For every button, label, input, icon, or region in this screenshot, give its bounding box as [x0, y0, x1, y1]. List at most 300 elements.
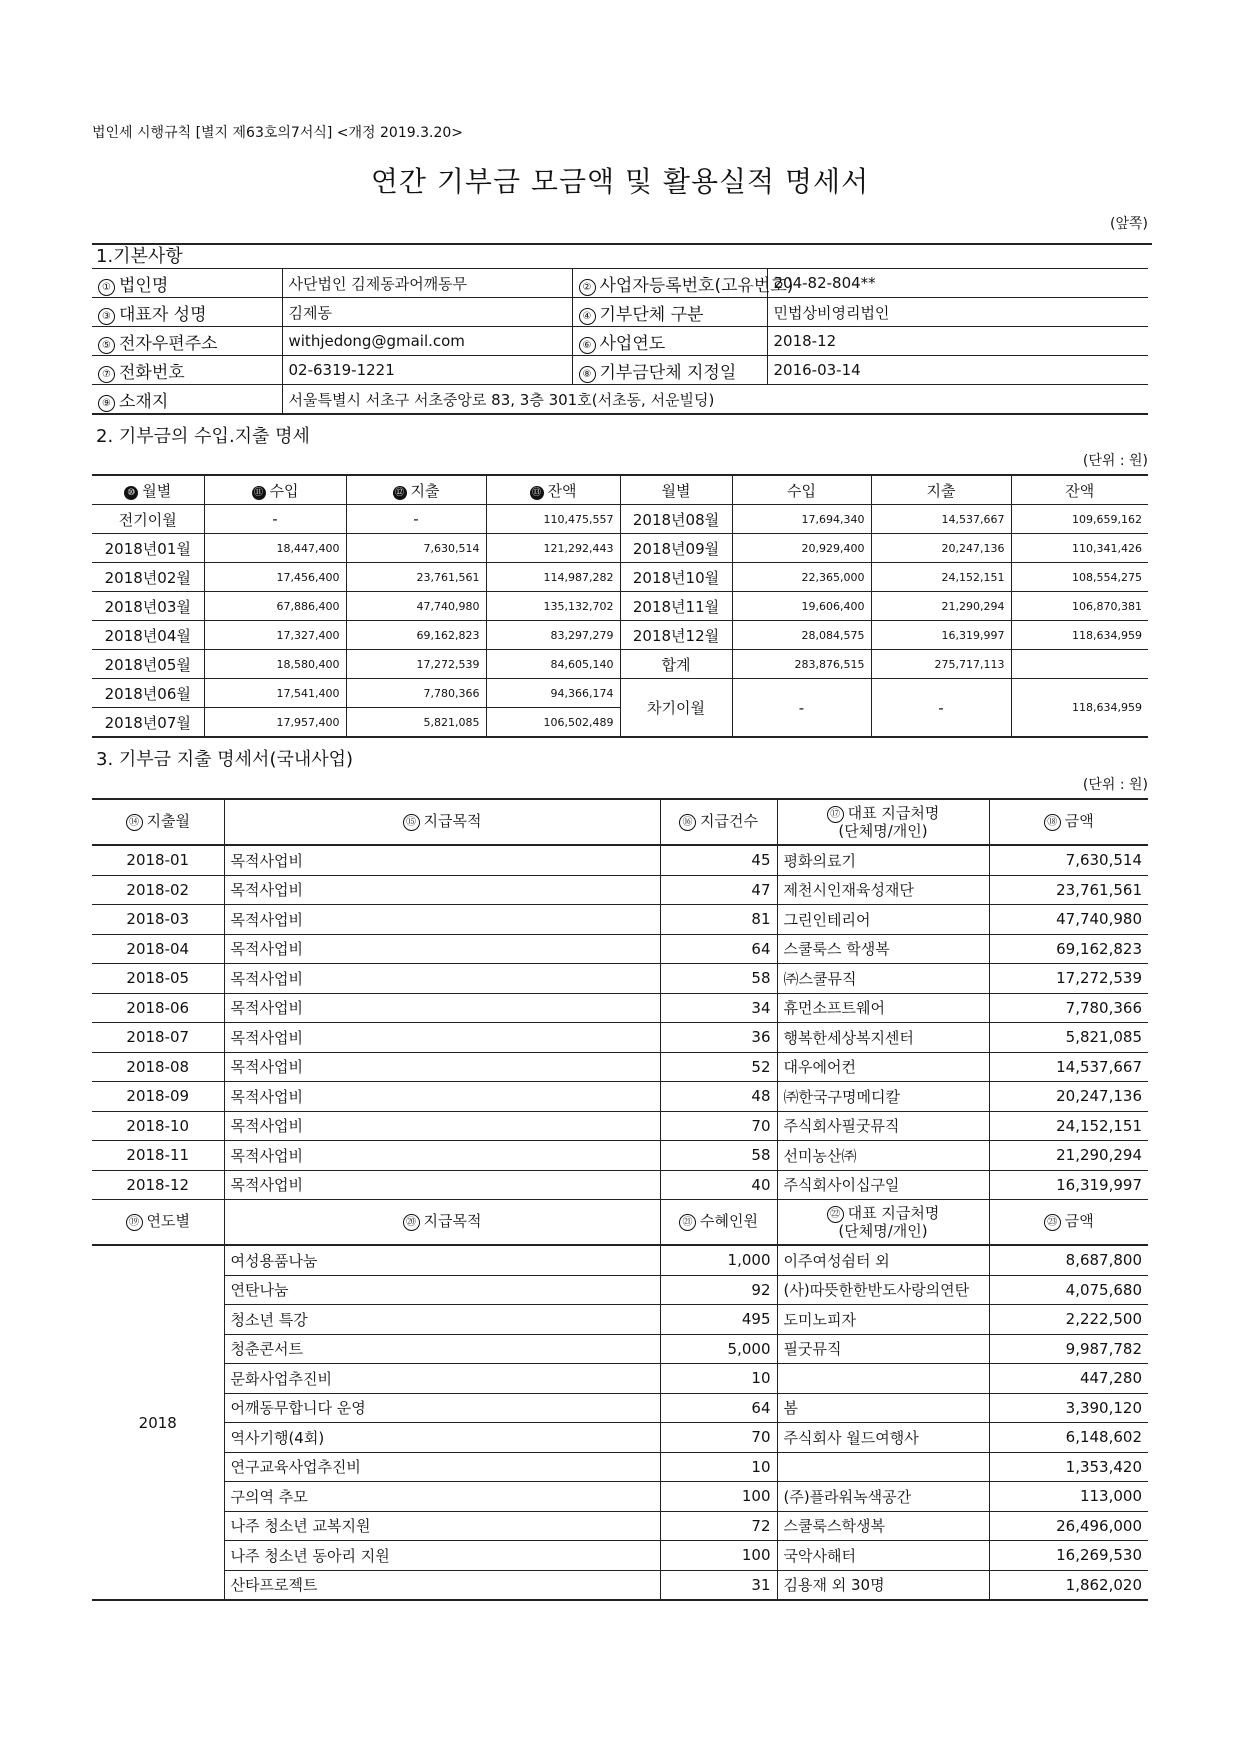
recipient-name: 스쿨룩스학생복: [777, 1511, 989, 1541]
info-value: 김제동: [282, 298, 572, 327]
column-header-label: 대표 지급처명: [847, 804, 940, 822]
payment-count: 48: [660, 1082, 777, 1112]
info-label: 사업자등록번호(고유번호): [599, 275, 794, 296]
column-header: [224, 1200, 660, 1246]
expense-cell: 5,821,085: [346, 708, 486, 738]
payment-purpose: 목적사업비: [224, 1141, 660, 1171]
section1-heading: 1.기본사항: [92, 243, 1152, 269]
recipient-name: 주식회사필굿뮤직: [777, 1111, 989, 1141]
payment-purpose: 문화사업추진비: [224, 1364, 660, 1394]
section2-unit: (단위 : 원): [1082, 453, 1148, 469]
item-number-icon: ㉒: [827, 1206, 844, 1223]
payment-purpose: 구의역 추모: [224, 1482, 660, 1512]
item-number-icon: ⑫: [393, 486, 407, 500]
table-row: [92, 1170, 1148, 1200]
info-label: 전자우편주소: [119, 333, 218, 354]
payment-count: 36: [660, 1023, 777, 1053]
expense-cell: 21,290,294: [871, 592, 1011, 621]
income-cell: 19,606,400: [732, 592, 871, 621]
table-row: [92, 1393, 1148, 1423]
recipient-name: 도미노피자: [777, 1305, 989, 1335]
month-row: [92, 679, 1148, 708]
info-value: withjedong@gmail.com: [282, 327, 572, 356]
month-row: [92, 592, 1148, 621]
info-row: [92, 327, 1148, 356]
address-row: [92, 385, 1148, 415]
balance-cell: 110,475,557: [486, 505, 620, 534]
payment-count: 70: [660, 1111, 777, 1141]
income-cell: 18,447,400: [204, 534, 346, 563]
info-label-cell: [92, 356, 282, 385]
payment-count: 40: [660, 1170, 777, 1200]
beneficiary-count: 64: [660, 1393, 777, 1423]
table-row: [92, 1275, 1148, 1305]
month-cell: 2018년10월: [620, 563, 732, 592]
payment-purpose: 목적사업비: [224, 1052, 660, 1082]
item-number-icon: ㉓: [1044, 1214, 1061, 1231]
item-number-icon: ②: [579, 279, 596, 296]
info-row: [92, 269, 1148, 298]
month-cell: 2018년04월: [92, 621, 204, 650]
item-number-icon: ⑤: [98, 337, 115, 354]
balance-cell: 108,554,275: [1011, 563, 1148, 592]
table-row: [92, 934, 1148, 964]
table-row: [92, 964, 1148, 994]
detail-header-row: [92, 1200, 1148, 1246]
month-cell: 2018년09월: [620, 534, 732, 563]
payment-purpose: 여성용품나눔: [224, 1245, 660, 1275]
column-header-label: 금액: [1064, 1212, 1094, 1230]
balance-cell: 84,605,140: [486, 650, 620, 679]
column-header: 잔액: [1011, 475, 1148, 505]
table-row: [92, 875, 1148, 905]
info-label: 사업연도: [599, 333, 666, 354]
column-header-label: 지급건수: [700, 812, 758, 830]
column-header-label: 금액: [1064, 812, 1094, 830]
column-header: [92, 1200, 224, 1246]
income-expense-table: [92, 474, 1148, 738]
month-row: [92, 650, 1148, 679]
beneficiary-count: 31: [660, 1570, 777, 1600]
recipient-name: 필굿뮤직: [777, 1334, 989, 1364]
payment-amount: 26,496,000: [989, 1511, 1148, 1541]
column-header: 월별: [620, 475, 732, 505]
income-cell: 28,084,575: [732, 621, 871, 650]
month-cell: 2018년01월: [92, 534, 204, 563]
payment-amount: 23,761,561: [989, 875, 1148, 905]
beneficiary-count: 72: [660, 1511, 777, 1541]
balance-cell: 109,659,162: [1011, 505, 1148, 534]
month-cell: 2018년08월: [620, 505, 732, 534]
recipient-name: 평화의료기: [777, 845, 989, 875]
year-cell: 2018: [92, 1245, 224, 1600]
payment-amount: 16,319,997: [989, 1170, 1148, 1200]
info-label-cell: [572, 269, 794, 298]
month-row: [92, 534, 1148, 563]
expense-cell: 69,162,823: [346, 621, 486, 650]
recipient-name: 제천시인재육성재단: [777, 875, 989, 905]
column-header-sub: (단체명/개인): [838, 1222, 928, 1240]
info-label: 소재지: [119, 391, 169, 412]
recipient-name: [777, 1452, 989, 1482]
expense-cell: 20,247,136: [871, 534, 1011, 563]
recipient-name: 행복한세상복지센터: [777, 1023, 989, 1053]
payment-purpose: 청춘콘서트: [224, 1334, 660, 1364]
income-cell: 22,365,000: [732, 563, 871, 592]
info-label: 법인명: [119, 275, 169, 296]
section2-heading: 2. 기부금의 수입.지출 명세: [96, 426, 310, 447]
info-label: 대표자 성명: [119, 304, 207, 325]
column-header: 수입: [732, 475, 871, 505]
info-value: 2018-12: [767, 327, 1148, 356]
payment-purpose: 청소년 특강: [224, 1305, 660, 1335]
month-cell: 2018년12월: [620, 621, 732, 650]
column-header-label: 월별: [142, 481, 172, 500]
payment-amount: 7,780,366: [989, 993, 1148, 1023]
item-number-icon: ㉑: [679, 1214, 696, 1231]
payment-purpose: 나주 청소년 동아리 지원: [224, 1541, 660, 1571]
info-label: 기부단체 구분: [599, 304, 704, 325]
form-reference: 법인세 시행규칙 [별지 제63호의7서식] <개정 2019.3.20>: [92, 125, 463, 141]
payment-amount: 21,290,294: [989, 1141, 1148, 1171]
payment-purpose: 목적사업비: [224, 1023, 660, 1053]
recipient-name: 이주여성쉼터 외: [777, 1245, 989, 1275]
recipient-name: 주식회사 월드여행사: [777, 1423, 989, 1453]
beneficiary-count: 10: [660, 1452, 777, 1482]
payment-amount: 113,000: [989, 1482, 1148, 1512]
payment-count: 64: [660, 934, 777, 964]
expense-cell: -: [346, 505, 486, 534]
expense-cell: 14,537,667: [871, 505, 1011, 534]
expense-month: 2018-10: [92, 1111, 224, 1141]
column-header: [989, 1200, 1148, 1246]
balance-cell: 118,634,959: [1011, 621, 1148, 650]
column-header-label: 지출: [410, 481, 440, 500]
recipient-name: 김용재 외 30명: [777, 1570, 989, 1600]
column-header-label: 지급목적: [423, 1212, 482, 1230]
expense-cell: 23,761,561: [346, 563, 486, 592]
column-header: [204, 475, 346, 505]
payment-amount: 6,148,602: [989, 1423, 1148, 1453]
column-header-label: 연도별: [146, 1212, 190, 1230]
recipient-name: ㈜한국구명메디칼: [777, 1082, 989, 1112]
item-number-icon: ⑰: [827, 806, 844, 823]
income-cell: 283,876,515: [732, 650, 871, 679]
column-header: [777, 1200, 989, 1246]
info-label-cell: [92, 385, 282, 415]
recipient-name: (주)플라워녹색공간: [777, 1482, 989, 1512]
item-number-icon: ⑥: [579, 337, 596, 354]
item-number-icon: ⑲: [126, 1214, 143, 1231]
beneficiary-count: 495: [660, 1305, 777, 1335]
beneficiary-count: 10: [660, 1364, 777, 1394]
column-header: [777, 799, 989, 845]
item-number-icon: ③: [98, 308, 115, 325]
table-row: [92, 1023, 1148, 1053]
item-number-icon: ④: [579, 308, 596, 325]
income-cell: 18,580,400: [204, 650, 346, 679]
expense-detail-table: [92, 798, 1148, 1601]
info-label: 전화번호: [119, 362, 185, 383]
recipient-name: 대우에어컨: [777, 1052, 989, 1082]
column-header: [989, 799, 1148, 845]
column-header-label: 수입: [269, 481, 299, 500]
recipient-name: 그린인테리어: [777, 905, 989, 935]
carry-next-expense: -: [871, 679, 1011, 738]
income-cell: 17,327,400: [204, 621, 346, 650]
info-label-cell: [92, 298, 282, 327]
column-header: [486, 475, 620, 505]
info-value: 02-6319-1221: [282, 356, 572, 385]
info-value: 민법상비영리법인: [767, 298, 1148, 327]
payment-count: 45: [660, 845, 777, 875]
payment-amount: 2,222,500: [989, 1305, 1148, 1335]
payment-amount: 8,687,800: [989, 1245, 1148, 1275]
balance-cell: 106,870,381: [1011, 592, 1148, 621]
payment-amount: 47,740,980: [989, 905, 1148, 935]
info-label: 기부금단체 지정일: [599, 362, 737, 383]
payment-amount: 9,987,782: [989, 1334, 1148, 1364]
payment-amount: 20,247,136: [989, 1082, 1148, 1112]
expense-month: 2018-07: [92, 1023, 224, 1053]
carry-next-balance: 118,634,959: [1011, 679, 1148, 738]
month-cell: 2018년06월: [92, 679, 204, 708]
payment-count: 47: [660, 875, 777, 905]
table-row: [92, 1141, 1148, 1171]
table-row: [92, 1052, 1148, 1082]
balance-cell: 94,366,174: [486, 679, 620, 708]
column-header-label: 지급목적: [423, 812, 482, 830]
payment-purpose: 목적사업비: [224, 993, 660, 1023]
item-number-icon: ①: [98, 279, 115, 296]
info-label-cell: [572, 298, 767, 327]
item-number-icon: ⑨: [98, 395, 115, 412]
column-header: [92, 799, 224, 845]
expense-month: 2018-08: [92, 1052, 224, 1082]
item-number-icon: ⑱: [1044, 814, 1061, 831]
column-header: 지출: [871, 475, 1011, 505]
table-row: [92, 1570, 1148, 1600]
beneficiary-count: 70: [660, 1423, 777, 1453]
info-value: 2016-03-14: [767, 356, 1148, 385]
recipient-name: 주식회사이십구일: [777, 1170, 989, 1200]
column-header: [346, 475, 486, 505]
payment-count: 58: [660, 1141, 777, 1171]
payment-amount: 24,152,151: [989, 1111, 1148, 1141]
expense-month: 2018-05: [92, 964, 224, 994]
carry-next-income: -: [732, 679, 871, 738]
table-row: [92, 1423, 1148, 1453]
column-header: [660, 1200, 777, 1246]
payment-amount: 1,353,420: [989, 1452, 1148, 1482]
expense-cell: 16,319,997: [871, 621, 1011, 650]
table-row: [92, 1541, 1148, 1571]
expense-month: 2018-09: [92, 1082, 224, 1112]
expense-cell: 17,272,539: [346, 650, 486, 679]
table-row: [92, 1334, 1148, 1364]
item-number-icon: ⑧: [579, 366, 596, 383]
payment-purpose: 연구교육사업추진비: [224, 1452, 660, 1482]
recipient-name: 국악사해터: [777, 1541, 989, 1571]
column-header: [92, 475, 204, 505]
income-expense-header: [92, 475, 1148, 505]
payment-purpose: 나주 청소년 교복지원: [224, 1511, 660, 1541]
recipient-name: ㈜스쿨뮤직: [777, 964, 989, 994]
page-side-label: (앞쪽): [1110, 216, 1148, 232]
item-number-icon: ⑦: [98, 366, 115, 383]
payment-amount: 3,390,120: [989, 1393, 1148, 1423]
expense-month: 2018-03: [92, 905, 224, 935]
payment-count: 52: [660, 1052, 777, 1082]
item-number-icon: ⑬: [530, 486, 544, 500]
table-row: [92, 845, 1148, 875]
payment-amount: 14,537,667: [989, 1052, 1148, 1082]
expense-month: 2018-04: [92, 934, 224, 964]
payment-amount: 16,269,530: [989, 1541, 1148, 1571]
expense-month: 2018-01: [92, 845, 224, 875]
info-value: 204-82-804**: [767, 269, 1148, 298]
column-header-sub: (단체명/개인): [838, 822, 928, 840]
income-cell: 67,886,400: [204, 592, 346, 621]
column-header: [660, 799, 777, 845]
info-value: 사단법인 김제동과어깨동무: [282, 269, 572, 298]
month-cell: 2018년03월: [92, 592, 204, 621]
payment-count: 58: [660, 964, 777, 994]
balance-cell: 110,341,426: [1011, 534, 1148, 563]
recipient-name: [777, 1364, 989, 1394]
month-row: [92, 505, 1148, 534]
item-number-icon: ⑭: [126, 814, 143, 831]
recipient-name: (사)따뜻한한반도사랑의연탄: [777, 1275, 989, 1305]
address-value: 서울특별시 서초구 서초중앙로 83, 3층 301호(서초동, 서운빌딩): [282, 385, 1148, 415]
column-header: [224, 799, 660, 845]
payment-purpose: 목적사업비: [224, 1170, 660, 1200]
month-cell: 2018년05월: [92, 650, 204, 679]
payment-purpose: 목적사업비: [224, 1111, 660, 1141]
payment-amount: 7,630,514: [989, 845, 1148, 875]
info-label-cell: [572, 356, 767, 385]
table-row: [92, 1511, 1148, 1541]
beneficiary-count: 5,000: [660, 1334, 777, 1364]
item-number-icon: ⑯: [679, 814, 696, 831]
month-row: [92, 621, 1148, 650]
info-row: [92, 356, 1148, 385]
payment-purpose: 목적사업비: [224, 845, 660, 875]
column-header-label: 지출월: [146, 812, 190, 830]
item-number-icon: ⑩: [124, 486, 138, 500]
payment-purpose: 역사기행(4회): [224, 1423, 660, 1453]
table-row: [92, 1305, 1148, 1335]
payment-purpose: 목적사업비: [224, 964, 660, 994]
payment-purpose: 어깨동무합니다 운영: [224, 1393, 660, 1423]
balance-cell: 114,987,282: [486, 563, 620, 592]
info-label-cell: [572, 327, 767, 356]
expense-cell: 24,152,151: [871, 563, 1011, 592]
expense-month: 2018-02: [92, 875, 224, 905]
expense-cell: 7,780,366: [346, 679, 486, 708]
table-row: [92, 1245, 1148, 1275]
info-row: [92, 298, 1148, 327]
info-label-cell: [92, 269, 282, 298]
recipient-name: 봄: [777, 1393, 989, 1423]
payment-purpose: 목적사업비: [224, 934, 660, 964]
income-cell: 17,541,400: [204, 679, 346, 708]
balance-cell: 135,132,702: [486, 592, 620, 621]
expense-month: 2018-11: [92, 1141, 224, 1171]
column-header-label: 잔액: [547, 481, 577, 500]
section3-heading: 3. 기부금 지출 명세서(국내사업): [96, 749, 354, 770]
month-cell: 2018년02월: [92, 563, 204, 592]
table-row: [92, 1082, 1148, 1112]
beneficiary-count: 100: [660, 1482, 777, 1512]
balance-cell: 106,502,489: [486, 708, 620, 738]
month-cell: 2018년11월: [620, 592, 732, 621]
expense-cell: 275,717,113: [871, 650, 1011, 679]
month-cell: 2018년07월: [92, 708, 204, 738]
payment-count: 81: [660, 905, 777, 935]
expense-month: 2018-12: [92, 1170, 224, 1200]
income-cell: 17,957,400: [204, 708, 346, 738]
income-cell: 17,694,340: [732, 505, 871, 534]
payment-amount: 1,862,020: [989, 1570, 1148, 1600]
beneficiary-count: 92: [660, 1275, 777, 1305]
item-number-icon: ⑮: [403, 814, 420, 831]
payment-purpose: 목적사업비: [224, 875, 660, 905]
recipient-name: 스쿨룩스 학생복: [777, 934, 989, 964]
info-label-cell: [92, 327, 282, 356]
table-row: [92, 905, 1148, 935]
expense-cell: 47,740,980: [346, 592, 486, 621]
item-number-icon: ⑳: [403, 1214, 420, 1231]
payment-purpose: 목적사업비: [224, 905, 660, 935]
payment-purpose: 산타프로젝트: [224, 1570, 660, 1600]
table-row: [92, 1482, 1148, 1512]
section3-unit: (단위 : 원): [1082, 777, 1148, 793]
item-number-icon: ⑪: [252, 486, 266, 500]
payment-amount: 5,821,085: [989, 1023, 1148, 1053]
column-header-label: 수혜인원: [700, 1212, 758, 1230]
table-row: [92, 1452, 1148, 1482]
document-title: 연간 기부금 모금액 및 활용실적 명세서: [370, 165, 870, 198]
table-row: [92, 1111, 1148, 1141]
month-cell: 전기이월: [92, 505, 204, 534]
table-row: [92, 993, 1148, 1023]
balance-cell: 121,292,443: [486, 534, 620, 563]
payment-amount: 4,075,680: [989, 1275, 1148, 1305]
column-header-label: 대표 지급처명: [847, 1204, 940, 1222]
payment-count: 34: [660, 993, 777, 1023]
income-cell: -: [204, 505, 346, 534]
recipient-name: 휴먼소프트웨어: [777, 993, 989, 1023]
balance-cell: [1011, 650, 1148, 679]
income-cell: 17,456,400: [204, 563, 346, 592]
payment-amount: 447,280: [989, 1364, 1148, 1394]
payment-amount: 17,272,539: [989, 964, 1148, 994]
beneficiary-count: 1,000: [660, 1245, 777, 1275]
recipient-name: 선미농산㈜: [777, 1141, 989, 1171]
month-row: [92, 563, 1148, 592]
payment-purpose: 목적사업비: [224, 1082, 660, 1112]
expense-cell: 7,630,514: [346, 534, 486, 563]
table-row: [92, 1364, 1148, 1394]
payment-amount: 69,162,823: [989, 934, 1148, 964]
carry-next-month: 차기이월: [620, 679, 732, 738]
beneficiary-count: 100: [660, 1541, 777, 1571]
payment-purpose: 연탄나눔: [224, 1275, 660, 1305]
expense-month: 2018-06: [92, 993, 224, 1023]
basic-info-table: [92, 268, 1148, 415]
income-cell: 20,929,400: [732, 534, 871, 563]
